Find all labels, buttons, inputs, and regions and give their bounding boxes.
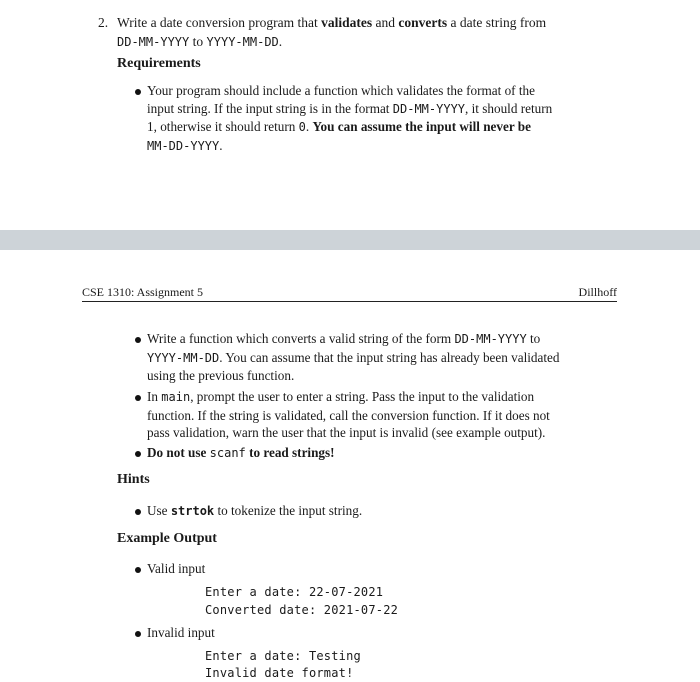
req-line-1: Your program should include a function which validates the format of the (147, 83, 535, 98)
example-invalid-line-2: Invalid date format! (205, 666, 354, 680)
req-code-ddmmyyyy: DD-MM-YYYY (392, 101, 466, 116)
example-valid-line-1: Enter a date: 22-07-2021 (205, 585, 384, 599)
page-top (0, 0, 700, 230)
bullet-icon (135, 567, 141, 573)
req-text: . (305, 119, 313, 134)
q-validates: validates (321, 15, 373, 30)
conv-text: Write a function which converts a valid string of the form (147, 331, 455, 346)
req-text: , it should return (465, 100, 553, 116)
header-author: Dillhoff (578, 285, 617, 299)
hint-code-strtok: strtok (170, 504, 215, 518)
bullet-icon (135, 451, 141, 457)
q-from: a date string from (447, 15, 547, 30)
example-heading: Example Output (117, 531, 217, 546)
req-line-3 (147, 118, 618, 137)
requirement-item-scanf (147, 444, 335, 463)
question-line-1 (117, 14, 617, 32)
req-code-mmddyyyy: MM-DD-YYYY (147, 138, 220, 153)
question-number: 2. (98, 15, 109, 30)
req-text: . (219, 137, 223, 153)
req-line-4 (147, 137, 618, 156)
q-text: Write a date conversion program that (117, 15, 322, 30)
conv-line-2 (147, 349, 618, 368)
q-to: to (189, 34, 207, 49)
main-line-1 (147, 388, 618, 407)
conv-line-1 (147, 330, 618, 349)
header-course: CSE 1310: Assignment 5 (82, 285, 204, 299)
requirements-heading: Requirements (117, 56, 201, 71)
main-line-2: function. If the string is validated, call the conversion function. If it does not (147, 407, 550, 423)
req-text: 1, otherwise it should return (147, 119, 299, 134)
req-bold-assume: You can assume the input will never be (312, 119, 531, 134)
example-valid-label: Valid input (147, 561, 206, 576)
bullet-icon (135, 395, 141, 401)
example-valid-line-2: Converted date: 2021-07-22 (205, 603, 399, 617)
q-code-ddmmyyyy: DD-MM-YYYY (117, 35, 190, 49)
page-bottom (0, 250, 700, 681)
main-code-main: main (161, 390, 191, 404)
scanf-text: to read strings! (245, 445, 335, 460)
q-and: and (372, 15, 399, 30)
main-text: In (147, 389, 162, 404)
conv-code-ddmmyyyy: DD-MM-YYYY (454, 332, 527, 346)
hints-heading: Hints (117, 472, 150, 487)
q-period: . (278, 34, 283, 49)
scanf-code: scanf (209, 446, 246, 460)
requirement-item-main (147, 388, 618, 442)
q-converts: converts (398, 15, 448, 30)
req-code-zero: 0 (298, 120, 306, 134)
conv-code-yyyymmdd: YYYY-MM-DD (147, 350, 220, 365)
conv-text: to (526, 331, 541, 346)
question-line-2 (117, 33, 282, 51)
page-gap (0, 230, 700, 250)
conv-line-3: using the previous function. (147, 368, 295, 383)
example-invalid-label: Invalid input (147, 625, 215, 640)
header-rule (82, 301, 617, 302)
main-line-3: pass validation, warn the user that the input is invalid (see example output). (147, 425, 546, 440)
requirement-item-convert (147, 330, 618, 385)
req-text: input string. If the input string is in the format (147, 100, 393, 116)
bullet-icon (135, 337, 141, 343)
hint-text: to tokenize the input string. (214, 503, 363, 518)
req-line-2 (147, 100, 618, 119)
hint-text: Use (147, 503, 171, 518)
conv-text: . You can assume that the input string has already been validated (219, 349, 560, 365)
bullet-icon (135, 509, 141, 515)
main-text: , prompt the user to enter a string. Pass the input to the validation (190, 389, 535, 404)
bullet-icon (135, 631, 141, 637)
q-code-yyyymmdd: YYYY-MM-DD (206, 35, 279, 49)
scanf-text: Do not use (147, 445, 210, 460)
hint-item-strtok (147, 502, 362, 521)
bullet-icon (135, 89, 141, 95)
requirement-item-validate (147, 82, 618, 155)
example-invalid-line-1: Enter a date: Testing (205, 649, 361, 663)
